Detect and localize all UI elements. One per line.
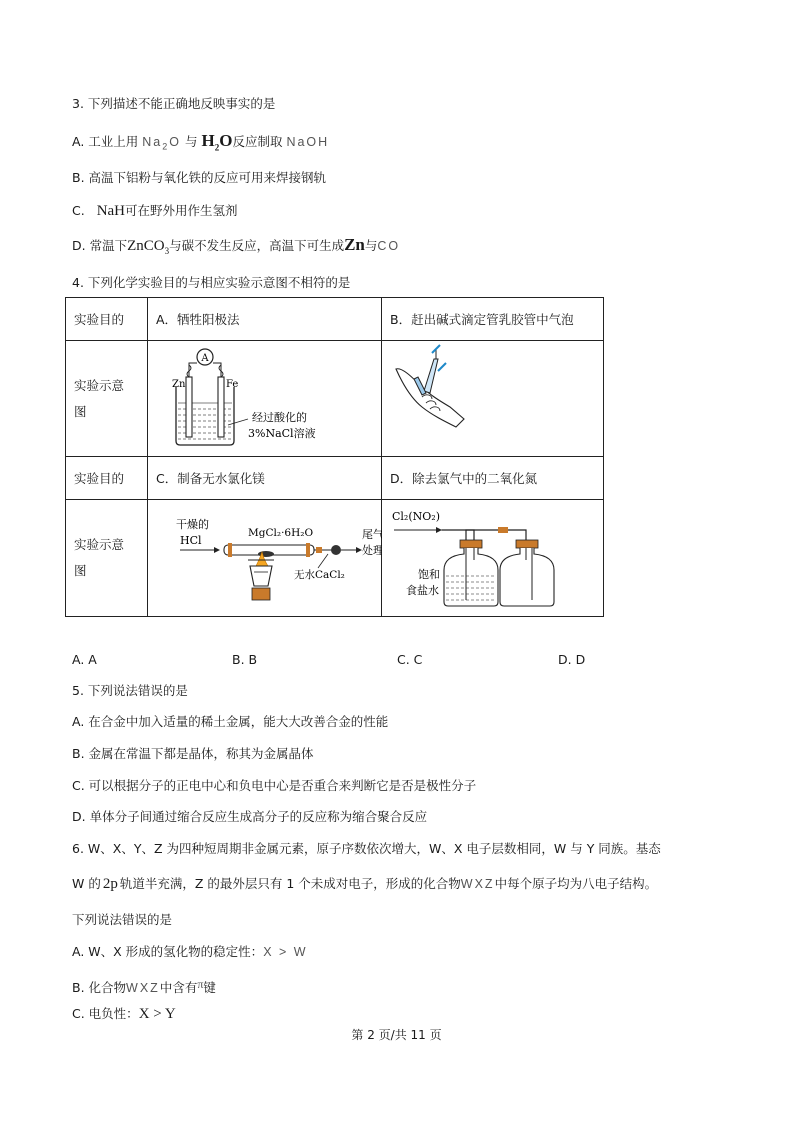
gas-label-1: 干燥的 [176,518,209,531]
q5-option-b: B. 金属在常温下都是晶体，称其为金属晶体 [72,746,314,761]
q6-b-formula: WXZ [126,981,160,995]
q3-a-formula-na2o: $Na_2O$ [142,135,181,152]
q6-c-formula: X > Y [138,1006,176,1022]
q6-formula-wxz: WXZ [460,877,495,891]
q3-option-b: B. 高温下铝粉与氧化铁的反应可用来焊接钢轨 [72,170,327,185]
q3-a-label: A. 工业上用 [72,134,139,149]
q3-c-label: C. [72,203,85,218]
q3-d-formula-zn: Zn [344,235,365,254]
fe-label: Fe [226,379,239,390]
gas-mixture-label: Cl₂(NO₂) [392,510,440,523]
q6-stem-line3: 下列说法错误的是 [72,912,173,927]
tail-gas-label-1: 尾气 [362,528,382,541]
q4-option-b[interactable]: B. B [232,652,258,667]
table-cell-diagram-label: 实验示意 图 [66,341,148,457]
q6-formula-2p: 2p [102,876,118,892]
q3-c-formula-nah: NaH [96,203,126,219]
q3-a-formula-h2o: $H_2O$ [201,131,233,153]
figure-burette-bubble [382,341,604,453]
drier-label: 无水CaCl₂ [294,569,345,581]
page-footer: 第 2 页/共 11 页 [351,1028,442,1042]
table-cell-fig-b [382,341,604,457]
table-cell-fig-a [148,341,382,457]
q3-d-and: 与 [364,238,378,253]
q3-d-formula-co: CO [377,239,401,253]
q5-option-c: C. 可以根据分子的正电中心和负电中心是否重合来判断它是否是极性分子 [72,778,477,793]
table-cell-fig-d [382,500,604,617]
q3-a-mid: 与 [184,134,198,149]
q5-option-a: A. 在合金中加入适量的稀土金属，能大大改善合金的性能 [72,714,389,729]
q5-option-d: D. 单体分子间通过缩合反应生成高分子的反应称为缩合聚合反应 [72,809,428,824]
q3-option-c [72,201,238,221]
table-cell-fig-c [148,500,382,617]
q3-option-d [72,235,400,261]
q6-a-formula: X > W [263,945,308,959]
q3-a-formula-naoh: NaOH [286,135,330,149]
tail-gas-label-2: 处理 [362,544,382,557]
q3-c-tail: 可在野外用作生氢剂 [125,203,238,218]
q3-d-formula-znco3: ZnCO$_3$ [127,238,170,256]
q6-option-b: B. 化合物WXZ中含有π键 [72,977,216,995]
table-cell-purpose-label-2: 实验目的 [66,457,148,500]
table-cell-d-title: D．除去氯气中的二氧化氮 [382,457,604,500]
q5-stem: 5. 下列说法错误的是 [72,683,188,698]
table-cell-c-title: C．制备无水氯化镁 [148,457,382,500]
liquid-label-2: 食盐水 [406,584,439,597]
table-cell-purpose-label: 实验目的 [66,298,148,341]
liquid-label-1: 饱和 [418,568,440,581]
figure-gas-washing [382,500,604,613]
q3-option-a [72,131,329,157]
experiment-table [65,297,604,617]
q4-options [72,652,612,672]
q3-stem: 3. 下列描述不能正确地反映事实的是 [72,96,276,111]
ammeter-label: A [201,353,209,364]
q4-option-a[interactable]: A. A [72,652,97,667]
q4-option-d[interactable]: D. D [558,652,586,667]
table-cell-a-title: A．牺牲阳极法 [148,298,382,341]
q4-stem: 4. 下列化学实验目的与相应实验示意图不相符的是 [72,275,351,290]
q3-a-tail: 反应制取 [232,134,283,149]
solution-note-1: 经过酸化的 [252,411,307,424]
table-cell-b-title: B．赶出碱式滴定管乳胶管中气泡 [382,298,604,341]
q6-stem-line1: 6. W、X、Y、Z 为四种短周期非金属元素，原子序数依次增大，W、X 电子层数相同，W 与 Y 同族。基态 [72,841,661,856]
q6-option-a: A. W、X 形成的氢化物的稳定性：X > W [72,944,308,959]
reagent-label: MgCl₂·6H₂O [248,527,314,539]
q6-option-c: C. 电负性：X > Y [72,1006,176,1022]
solution-note-2: 3%NaCl溶液 [248,427,316,440]
q3-d-mid: 与碳不发生反应，高温下可生成 [169,238,345,253]
figure-anhydrous-mgcl2 [148,500,382,613]
q6-stem-line2: W 的 2p 轨道半充满，Z 的最外层只有 1 个未成对电子，形成的化合物WXZ中每个原子均为八电子结构。 [72,876,658,892]
q4-option-c[interactable]: C. C [397,652,423,667]
table-cell-diagram-label-2: 实验示意 图 [66,500,148,617]
zn-label: Zn [172,379,186,390]
q3-d-label: D. 常温下 [72,238,128,253]
q6-b-pi: π [197,977,204,991]
gas-label-2: HCl [180,534,202,547]
figure-sacrificial-anode [148,341,382,453]
